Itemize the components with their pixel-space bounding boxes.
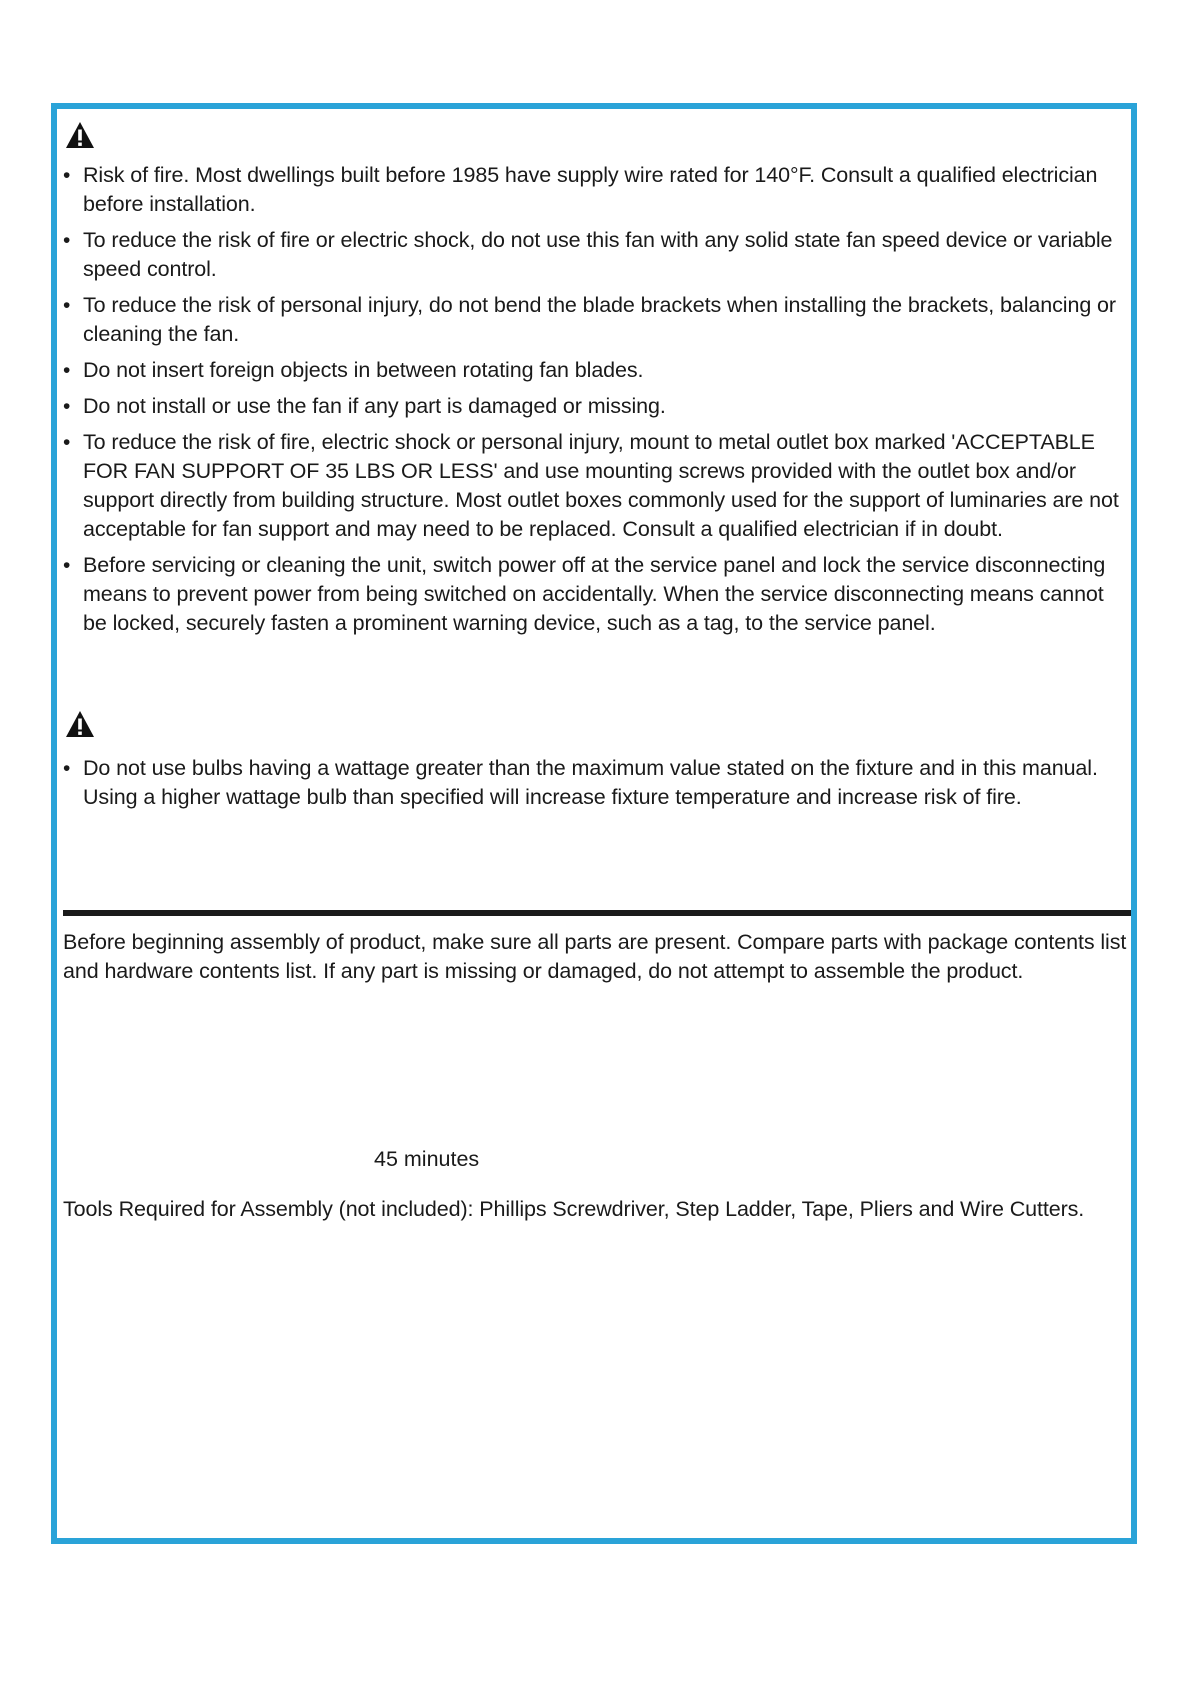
tools-required: Tools Required for Assembly (not included): Phillips Screwdriver, Step Ladder, Tape, Pliers and Wire Cutters. (63, 1197, 1085, 1221)
bullet-marker: • (63, 395, 71, 418)
list-item (63, 226, 1125, 284)
bullet-marker: • (63, 229, 71, 252)
list-item (63, 291, 1125, 349)
warning-text: To reduce the risk of fire or electric shock, do not use this fan with any solid state fan speed device or variable speed control. (83, 228, 1113, 281)
list-item (63, 161, 1125, 219)
warning-text: Do not install or use the fan if any part is damaged or missing. (83, 394, 666, 418)
content-frame (51, 103, 1137, 1544)
warning-triangle-icon (65, 710, 95, 738)
warning-text: Do not insert foreign objects in between rotating fan blades. (83, 358, 644, 382)
bulb-warning-list (63, 754, 1125, 819)
bullet-marker: • (63, 359, 71, 382)
list-item (63, 356, 1125, 385)
warning-text: Risk of fire. Most dwellings built before 1985 have supply wire rated for 140°F. Consult a qualified electrician before installation. (83, 163, 1098, 216)
list-item (63, 754, 1125, 812)
warning-text: To reduce the risk of personal injury, do not bend the blade brackets when installing the brackets, balancing or cleaning the fan. (83, 293, 1116, 346)
list-item (63, 392, 1125, 421)
assembly-time-value: 45 minutes (374, 1147, 480, 1171)
list-item (63, 428, 1125, 544)
bullet-marker: • (63, 431, 71, 454)
warning-triangle-icon (65, 121, 95, 149)
bullet-marker: • (63, 554, 71, 577)
section-divider (63, 910, 1131, 916)
list-item (63, 551, 1125, 638)
bullet-marker: • (63, 294, 71, 317)
bullet-marker: • (63, 757, 71, 780)
preparation-intro: Before beginning assembly of product, make sure all parts are present. Compare parts with package contents list and hardware contents list. If any part is missing or damaged, do not attempt to assemble the product. (63, 930, 1127, 983)
assembly-time-row (63, 1145, 563, 1174)
bullet-marker: • (63, 164, 71, 187)
warning-text: Do not use bulbs having a wattage greater than the maximum value stated on the fixture and in this manual. Using a higher wattage bulb than specified will increase fixture temperature and increase risk of fire. (83, 756, 1098, 809)
safety-warning-list (63, 161, 1125, 645)
warning-text: To reduce the risk of fire, electric shock or personal injury, mount to metal outlet box marked 'ACCEPTABLE FOR FAN SUPPORT OF 35 LBS OR LESS' and use mounting screws provided with the outlet box and/or support directly from building structure. Most outlet boxes commonly used for the support of luminaries are not acceptable for fan support and may need to be replaced. Consult a qualified electrician if in doubt. (83, 430, 1119, 541)
warning-text: Before servicing or cleaning the unit, switch power off at the service panel and lock the service disconnecting means to prevent power from being switched on accidentally. When the service disconnecting means cannot be locked, securely fasten a prominent warning device, such as a tag, to the service panel. (83, 553, 1106, 635)
